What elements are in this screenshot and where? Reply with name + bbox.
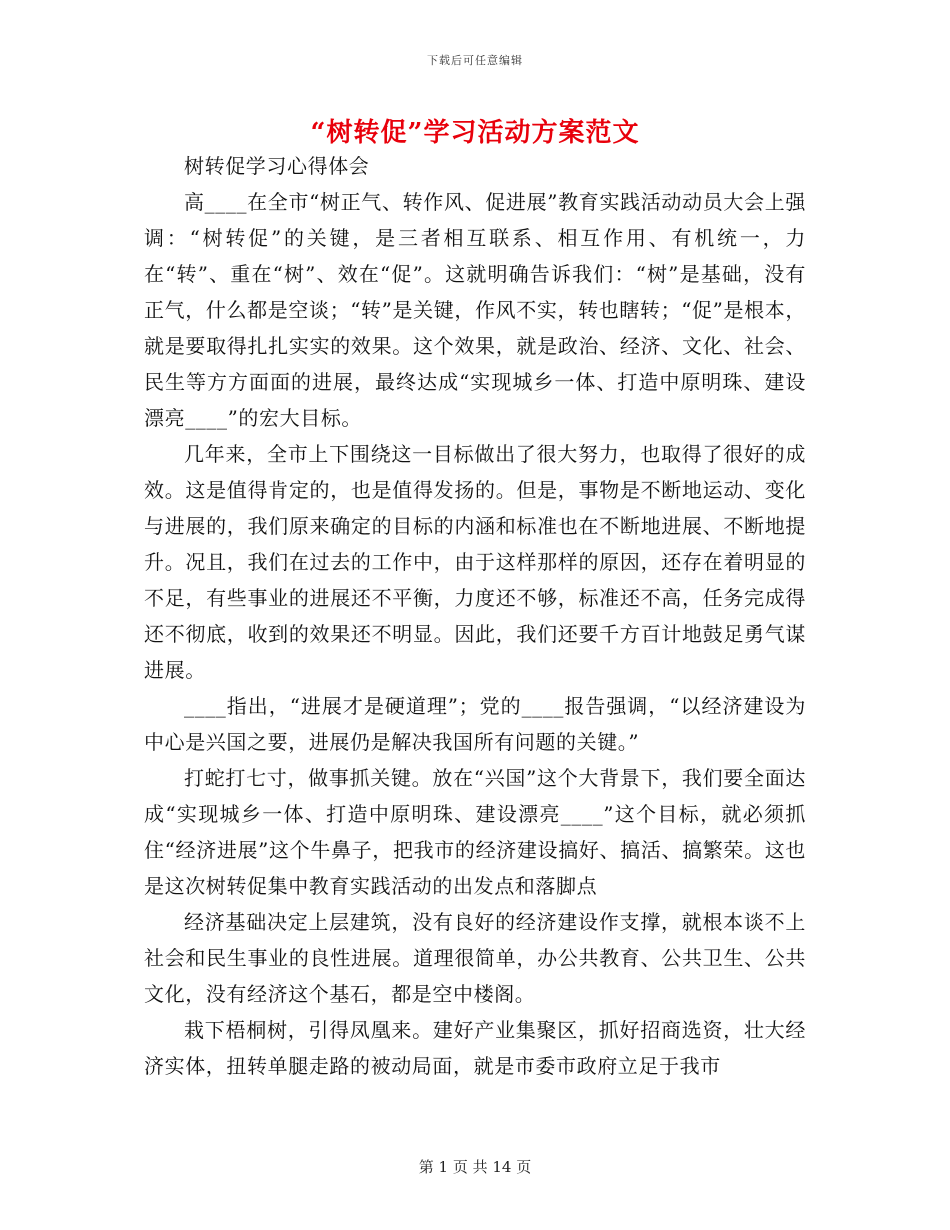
- paragraph: 打蛇打七寸，做事抓关键。放在“兴国”这个大背景下，我们要全面达成“实现城乡一体、打造中原明珠、建设漂亮____”这个目标，就必须抓住“经济进展”这个牛鼻子，把我市的经济建设搞好、搞活、搞繁荣。这也是这次树转促集中教育实践活动的出发点和落脚点: [144, 766, 806, 898]
- document-title: “树转促”学习活动方案范文: [310, 118, 640, 148]
- paragraph: 栽下梧桐树，引得凤凰来。建好产业集聚区，抓好招商选资，壮大经济实体，扭转单腿走路的被动局面，就是市委市政府立足于我市: [144, 1018, 806, 1078]
- paragraph: ____指出，“进展才是硬道理”；党的____报告强调，“以经济建设为中心是兴国之要，进展仍是解决我国所有问题的关键。”: [144, 694, 806, 754]
- paragraph-subtitle: 树转促学习心得体会: [184, 154, 370, 178]
- page-number-footer: 第 1 页 共 14 页: [418, 1158, 532, 1176]
- page-header-note: 下载后可任意编辑: [427, 54, 523, 67]
- paragraph: 经济基础决定上层建筑，没有良好的经济建设作支撑，就根本谈不上社会和民生事业的良性进展。道理很简单，办公共教育、公共卫生、公共文化，没有经济这个基石，都是空中楼阁。: [144, 910, 806, 1006]
- paragraph: 高____在全市“树正气、转作风、促进展”教育实践活动动员大会上强调：“树转促”的关键，是三者相互联系、相互作用、有机统一，力在“转”、重在“树”、效在“促”。这就明确告诉我们：“树”是基础，没有正气，什么都是空谈；“转”是关键，作风不实，转也瞎转；“促”是根本，就是要取得扎扎实实的效果。这个效果，就是政治、经济、文化、社会、民生等方方面面的进展，最终达成“实现城乡一体、打造中原明珠、建设漂亮____”的宏大目标。: [144, 190, 806, 430]
- document-body: [144, 148, 806, 1084]
- paragraph: 几年来，全市上下围绕这一目标做出了很大努力，也取得了很好的成效。这是值得肯定的，也是值得发扬的。但是，事物是不断地运动、变化与进展的，我们原来确定的目标的内涵和标准也在不断地进展、不断地提升。况且，我们在过去的工作中，由于这样那样的原因，还存在着明显的不足，有些事业的进展还不平衡，力度还不够，标准还不高，任务完成得还不彻底，收到的效果还不明显。因此，我们还要千方百计地鼓足勇气谋进展。: [144, 442, 806, 682]
